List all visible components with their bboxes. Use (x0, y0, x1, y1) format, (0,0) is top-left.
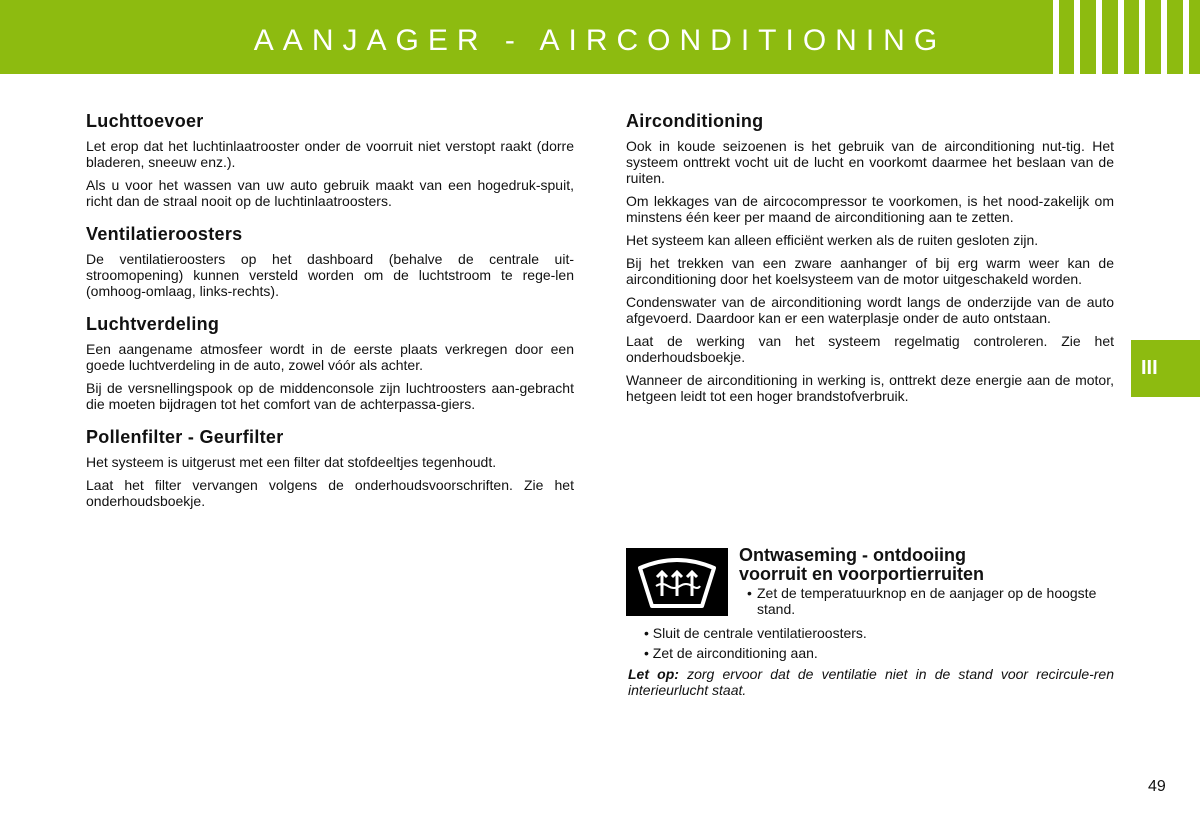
section-heading: Airconditioning (626, 111, 764, 131)
note (628, 666, 1114, 698)
bullet-text: Zet de airconditioning aan. (652, 645, 818, 661)
defrost-heading (739, 546, 1119, 584)
paragraph: Ook in koude seizoenen is het gebruik van de airconditioning nut-tig. Het systeem onttrekt vocht uit de lucht en voorkomt daarmee het beslaan van de ruiten. (626, 138, 1114, 186)
section-luchtverdeling (86, 313, 574, 412)
paragraph: Het systeem kan alleen efficiënt werken als de ruiten gesloten zijn. (626, 232, 1039, 248)
paragraph: Om lekkages van de aircocompressor te voorkomen, is het nood-zakelijk om minstens één keer per maand de airconditioning aan te zetten. (626, 193, 1114, 225)
paragraph: Bij de versnellingspook op de middenconsole zijn luchtroosters aan-gebracht die moeten bijdragen tot het comfort van de achterpassa-giers. (86, 380, 574, 412)
left-column (86, 110, 574, 523)
list-item: • Zet de airconditioning aan. (644, 645, 818, 661)
paragraph: De ventilatieroosters op het dashboard (behalve de centrale uit-stroomopening) kunnen versteld worden om de luchtstroom te rege-len (omhoog-omlaag, links-rechts). (86, 251, 574, 299)
page-number: 49 (1148, 778, 1166, 795)
paragraph: Laat de werking van het systeem regelmatig controleren. Zie het onderhoudsboekje. (626, 333, 1114, 365)
section-heading: Pollenfilter - Geurfilter (86, 427, 284, 447)
right-column (626, 110, 1114, 418)
section-ventilatieroosters (86, 223, 574, 299)
bullet-list (644, 625, 1114, 665)
defrost-heading-line1: Ontwaseming - ontdooiing (739, 545, 966, 565)
list-item: • Sluit de centrale ventilatieroosters. (644, 625, 867, 641)
section-heading: Ventilatieroosters (86, 224, 243, 244)
paragraph: Condenswater van de airconditioning wordt langs de onderzijde van de auto afgevoerd. Daardoor kan er een waterplasje onder de auto ontstaan. (626, 294, 1114, 326)
page-header (0, 0, 1200, 74)
paragraph: Het systeem is uitgerust met een filter dat stofdeeltjes tegenhoudt. (86, 454, 497, 470)
paragraph: Als u voor het wassen van uw auto gebruik maakt van een hogedruk-spuit, richt dan de straal nooit op de luchtinlaatroosters. (86, 177, 574, 209)
page-title: AANJAGER - AIRCONDITIONING (253, 24, 947, 57)
note-label: Let op: (628, 666, 679, 682)
section-pollenfilter (86, 426, 574, 509)
section-airconditioning (626, 110, 1114, 404)
bullet-text: Zet de temperatuurknop en de aanjager op de hoogste stand. (757, 585, 1097, 617)
paragraph: Wanneer de airconditioning in werking is, onttrekt deze energie aan de motor, hetgeen leidt tot een hoger brandstofverbruik. (626, 372, 1114, 404)
paragraph: Bij het trekken van een zware aanhanger of bij erg warm weer kan de airconditioning door het koelsysteem van de motor uitgeschakeld worden. (626, 255, 1114, 287)
note-text: zorg ervoor dat de ventilatie niet in de stand voor recircule-ren interieurlucht staat. (628, 666, 1115, 698)
chapter-tab: III (1131, 340, 1200, 397)
section-heading: Luchtverdeling (86, 314, 220, 334)
windshield-defrost-icon (626, 548, 728, 616)
section-heading: Luchttoevoer (86, 111, 204, 131)
paragraph: Let erop dat het luchtinlaatrooster onder de voorruit niet verstopt raakt (dorre bladeren, sneeuw enz.). (86, 138, 574, 170)
list-item: • Zet de temperatuurknop en de aanjager op de hoogste stand. (747, 585, 1097, 617)
paragraph: Laat het filter vervangen volgens de onderhoudsvoorschriften. Zie het onderhoudsboekje. (86, 477, 574, 509)
defrost-heading-line2: voorruit en voorportierruiten (739, 564, 985, 584)
paragraph: Een aangename atmosfeer wordt in de eerste plaats verkregen door een goede luchtverdeling in de auto, zowel vóór als achter. (86, 341, 574, 373)
section-luchttoevoer (86, 110, 574, 209)
bullet-text: Sluit de centrale ventilatieroosters. (652, 625, 867, 641)
